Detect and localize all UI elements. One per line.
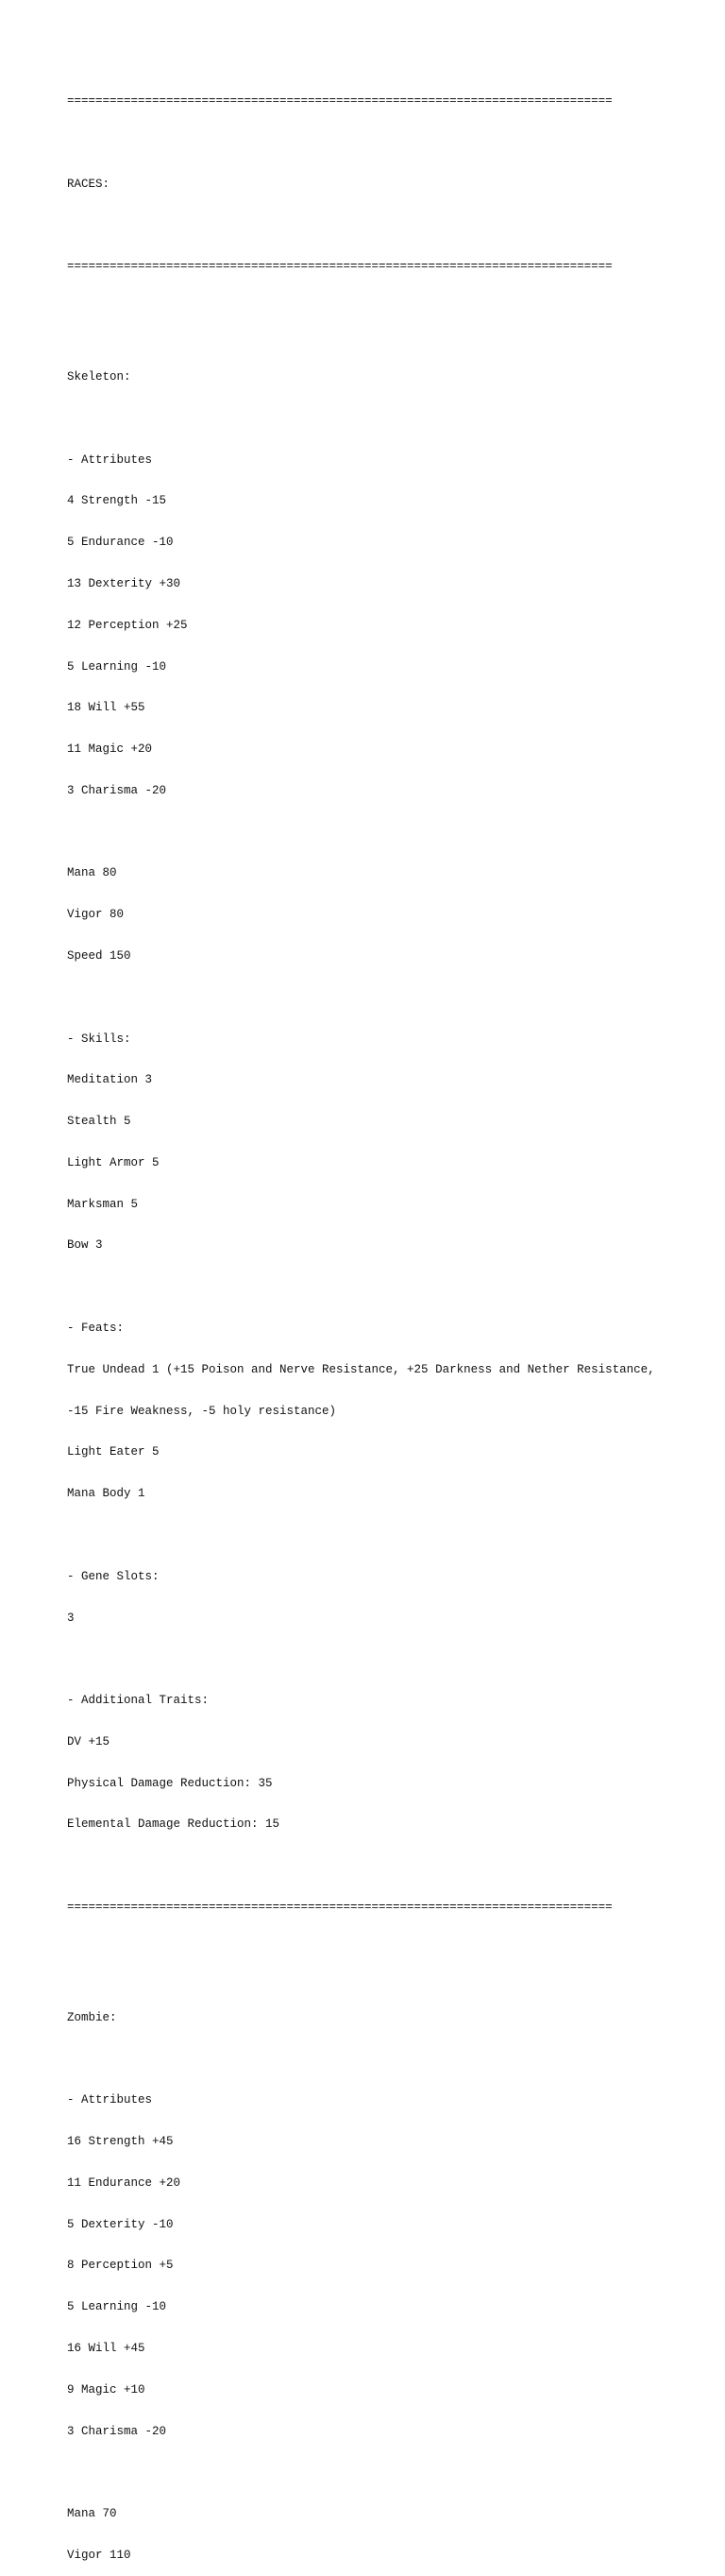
gene-slots-value: 3 bbox=[67, 1611, 75, 1625]
traits-header: - Additional Traits: bbox=[67, 1694, 210, 1708]
attribute-line: 5 Dexterity -10 bbox=[67, 2217, 174, 2231]
attribute-line: 18 Will +55 bbox=[67, 701, 145, 715]
attribute-line: 13 Dexterity +30 bbox=[67, 576, 181, 590]
skill-line: Light Armor 5 bbox=[67, 1155, 160, 1169]
blank-line bbox=[67, 1528, 709, 1543]
blank-line bbox=[67, 2465, 709, 2480]
blank-line bbox=[67, 1942, 709, 1956]
skill-line: Meditation 3 bbox=[67, 1073, 153, 1087]
separator-line: ============================================================================= bbox=[67, 94, 613, 109]
trait-line: Physical Damage Reduction: 35 bbox=[67, 1776, 273, 1790]
blank-line bbox=[67, 1652, 709, 1666]
stat-line: Vigor 110 bbox=[67, 2548, 131, 2562]
attributes-header: - Attributes bbox=[67, 452, 153, 467]
attribute-line: 5 Endurance -10 bbox=[67, 536, 174, 550]
blank-line bbox=[67, 219, 709, 233]
blank-line bbox=[67, 301, 709, 316]
attribute-line: 5 Learning -10 bbox=[67, 2300, 167, 2314]
document-page bbox=[67, 67, 709, 2576]
attribute-line: 16 Will +45 bbox=[67, 2341, 145, 2355]
blank-line bbox=[67, 136, 709, 150]
trait-line: Elemental Damage Reduction: 15 bbox=[67, 1817, 280, 1832]
attribute-line: 11 Endurance +20 bbox=[67, 2175, 181, 2190]
stat-line: Mana 70 bbox=[67, 2507, 117, 2521]
attribute-line: 16 Strength +45 bbox=[67, 2135, 174, 2149]
blank-line bbox=[67, 1859, 709, 1873]
attribute-line: 11 Magic +20 bbox=[67, 742, 153, 757]
skills-header: - Skills: bbox=[67, 1032, 131, 1046]
attribute-line: 8 Perception +5 bbox=[67, 2259, 174, 2273]
skill-line: Marksman 5 bbox=[67, 1197, 139, 1211]
feat-line: -15 Fire Weakness, -5 holy resistance) bbox=[67, 1404, 337, 1418]
feat-line: Mana Body 1 bbox=[67, 1487, 145, 1501]
blank-line bbox=[67, 2053, 709, 2067]
attribute-line: 9 Magic +10 bbox=[67, 2382, 145, 2397]
attribute-line: 12 Perception +25 bbox=[67, 618, 188, 632]
feat-line: Light Eater 5 bbox=[67, 1445, 160, 1459]
blank-line bbox=[67, 991, 709, 1005]
trait-line: DV +15 bbox=[67, 1734, 110, 1749]
stat-line: Vigor 80 bbox=[67, 908, 125, 922]
separator-line: ============================================================================= bbox=[67, 260, 613, 274]
race-name-zombie: Zombie: bbox=[67, 2010, 117, 2024]
gene-slots-header: - Gene Slots: bbox=[67, 1569, 160, 1583]
race-name-skeleton: Skeleton: bbox=[67, 370, 131, 384]
skill-line: Bow 3 bbox=[67, 1238, 103, 1253]
feat-line: True Undead 1 (+15 Poison and Nerve Resistance, +25 Darkness and Nether Resistance, bbox=[67, 1362, 655, 1376]
blank-line bbox=[67, 1280, 709, 1294]
document-title: RACES: bbox=[67, 177, 110, 191]
separator-line: ============================================================================= bbox=[67, 1900, 613, 1914]
blank-line bbox=[67, 826, 709, 840]
attribute-line: 3 Charisma -20 bbox=[67, 783, 167, 797]
attribute-line: 5 Learning -10 bbox=[67, 659, 167, 674]
skill-line: Stealth 5 bbox=[67, 1115, 131, 1129]
attribute-line: 3 Charisma -20 bbox=[67, 2424, 167, 2438]
blank-line bbox=[67, 412, 709, 426]
attribute-line: 4 Strength -15 bbox=[67, 494, 167, 508]
stat-line: Mana 80 bbox=[67, 866, 117, 880]
feats-header: - Feats: bbox=[67, 1322, 125, 1336]
attributes-header: - Attributes bbox=[67, 2093, 153, 2107]
stat-line: Speed 150 bbox=[67, 949, 131, 963]
